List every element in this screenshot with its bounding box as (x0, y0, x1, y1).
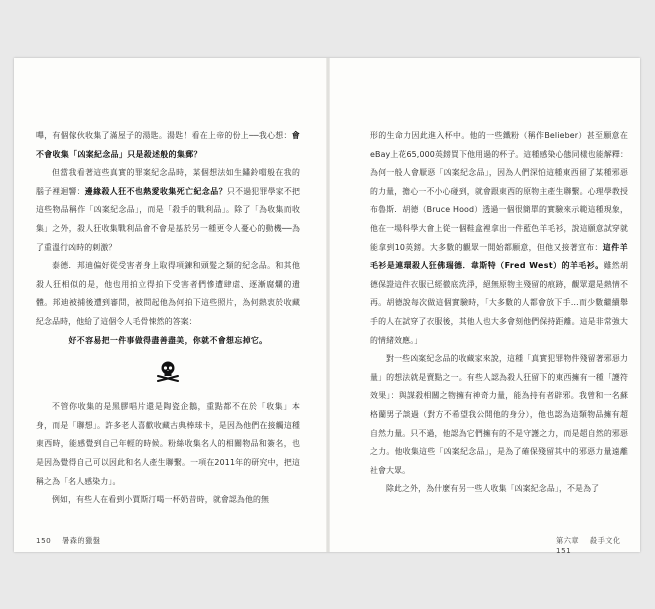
right-p1a-text: 形的生命力因此進入杯中。他的一些鐵粉（稱作Belieber）甚至願意在eBay上花65,000英鎊買下他用過的杯子。這種感染心態同樣也能解釋：為何一般人會厭惡「凶案紀念品」，因為人們深怕這種東西留了某種邪惡的力量，擔心一不小心碰到，就會跟東西的原物主產生聯繫。心理學教授布魯斯．胡德（Bruce Hood）透過一個很簡單的實驗來示範這種現象，他在一場科學大會上從一個鞋盒裡拿出一件藍色羊毛衫，說這願意試穿就能拿到10英鎊。大多數的觀眾一開始都願意，但他又接著宣布： (370, 131, 628, 252)
right-page-number: 151 (556, 546, 572, 555)
right-chapter-label: 第六章 (556, 536, 580, 545)
book-gutter (326, 58, 330, 552)
right-paragraph-1 (370, 127, 628, 350)
right-paragraph-2: 對一些凶案紀念品的收藏家來說，這種「真實犯罪物件殘留著邪惡力量」的想法就是賣點之一。有些人認為殺人狂留下的東西擁有一種「護符效果」：與謀殺相關之物擁有神奇力量，能為持有者辟邪。我曾和一名蘇格蘭男子談過（對方不希望我公開他的身分），他也認為這類物品擁有超自然力量。只不過，他認為它們擁有的不是守護之力，而是超自然的邪惡之力。他收集這些「凶案紀念品」，是為了確保殘留其中的邪惡力量遠離社會大眾。 (370, 354, 628, 475)
right-footer (556, 536, 640, 555)
left-p2b-bold-text: 邊緣殺人狂不也熱愛收集死亡紀念品？ (84, 186, 227, 196)
right-paragraph-3: 除此之外，為什麼有另一些人收集「凶案紀念品」，不是為了 (386, 484, 600, 494)
left-paragraph-3: 泰德．邦迪偏好從受害者身上取得項鍊和頭髮之類的紀念品。和其他殺人狂相似的是，他也用拍立得拍下受害者們慘遭肆虐、逐漸腐爛的遺體。邦迪被捕後遭到審問，被問起他為何拍下這些照片，為何熱衷於收藏紀念品時，他給了這個令人毛骨悚然的答案： (36, 261, 300, 326)
left-page-number: 150 (36, 536, 52, 545)
left-page (36, 127, 300, 510)
left-p2a-text: 但當我看著這些真實的罪案紀念品時，某個想法如生鏽鈴噹般在我的腦子裡迴響： (36, 168, 300, 196)
right-p1b-bold-text: 這件羊毛衫是連環殺人狂佛瑞德．韋斯特（Fred West）的羊毛衫。 (370, 242, 628, 271)
left-running-title: 暑森的獵盤 (62, 536, 101, 545)
right-page (370, 127, 628, 499)
right-running-title: 殺手文化 (589, 536, 621, 545)
left-quote: 好不容易把一件事做得盡善盡美，你就不會想忘掉它。 (68, 335, 268, 345)
right-p1c-text: 雖然胡德保證這件衣服已經徹底洗淨，絕無原物主殘留的痕跡，觀眾還是熱情不再。胡德說每次做這個實驗時，「大多數的人都會放下手…而少數繼續舉手的人在試穿了衣服後，其他人也大多會刻他們保持距離。這是非常強大的情緒效應。」 (370, 261, 629, 345)
skull-crossbones-icon (155, 360, 181, 382)
book-spread (14, 58, 640, 555)
left-paragraph-2 (36, 164, 300, 257)
left-paragraph-4: 不管你收集的是黑膠唱片還是陶瓷企鵝，重點都不在於「收集」本身，而是「聯想」。許多老人喜歡收藏古典棒球卡，是因為他們在接觸這種東西時，能感覺到自己年輕的時候。粉絲收集名人的相關物品和簽名，也是因為覺得自己可以因此和名人產生聯繫。一項在2011年的研究中，把這稱之為「名人感染力」。 (36, 402, 300, 486)
left-p2c-text: 只不過犯罪學家不把這些物品稱作「凶案紀念品」，而是「殺手的戰利品」。除了「為收集而收集」之外，殺人狂收集戰利品會不會是基於另一種更令人憂心的動機──為了重溫行凶時的刺激？ (36, 186, 300, 252)
left-paragraph-1 (36, 127, 300, 164)
left-p1-text: 嗶，有個傢伙收集了滿屋子的湯匙。湯匙！看在上帝的份上──我心想： (36, 131, 292, 140)
left-paragraph-5: 例如，有些人在看到小賈斯汀喝一杯奶昔時，就會認為他的無 (52, 495, 270, 505)
left-footer (36, 536, 108, 546)
left-p1-bold-text: 會不會收集「凶案紀念品」只是殺述般的集郵？ (36, 131, 300, 159)
